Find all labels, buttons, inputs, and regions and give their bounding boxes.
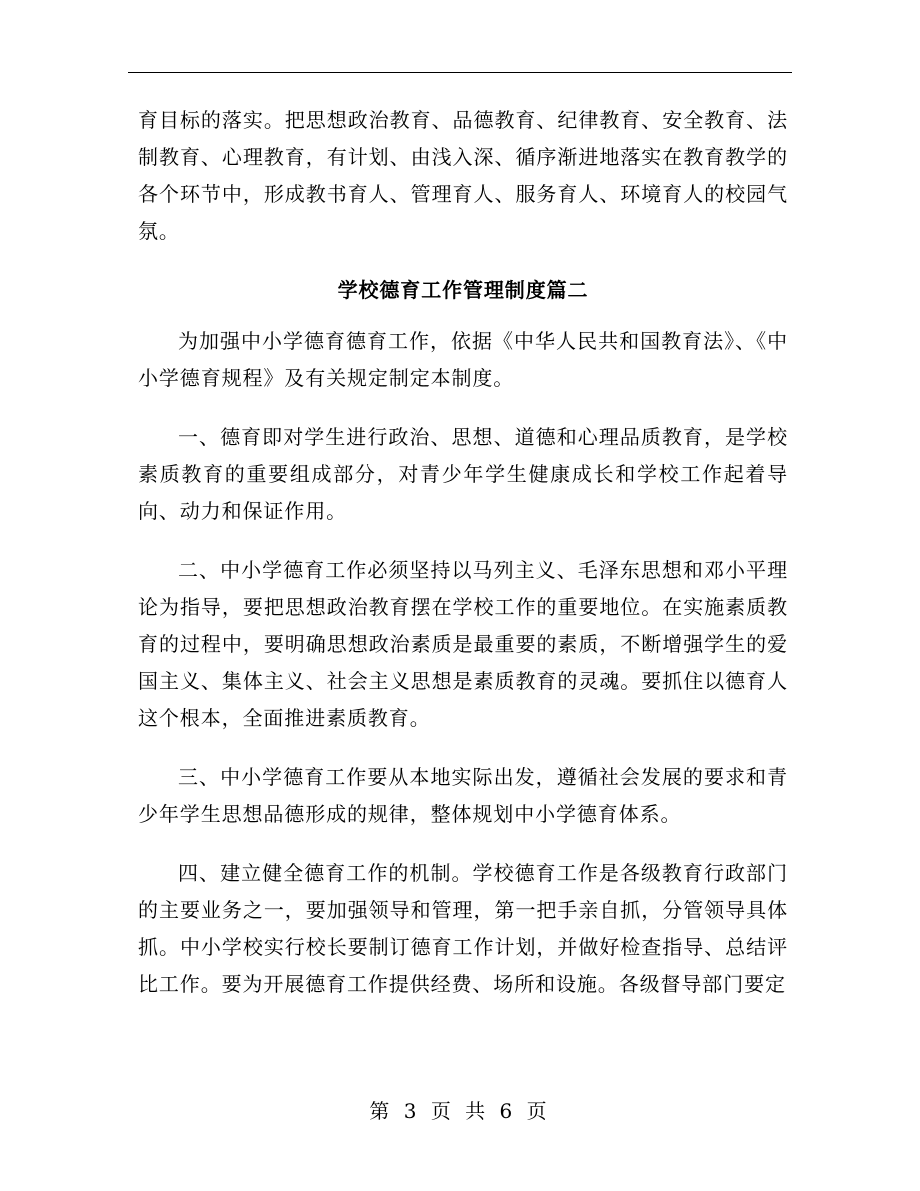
- section-title: 学校德育工作管理制度篇二: [337, 278, 589, 302]
- header-rule: [128, 72, 792, 73]
- page-number-footer: 第 3 页 共 6 页: [369, 1099, 551, 1123]
- article-1-paragraph: 一、德育即对学生进行政治、思想、道德和心理品质教育，是学校素质教育的重要组成部分，对青少年学生健康成长和学校工作起着导向、动力和保证作用。: [138, 425, 788, 523]
- article-4-paragraph: 四、建立健全德育工作的机制。学校德育工作是各级教育行政部门的主要业务之一，要加强领导和管理，第一把手亲自抓，分管领导具体抓。中小学校实行校长要制订德育工作计划，并做好检查指导、总结评比工作。要为开展德育工作提供经费、场所和设施。各级督导部门要定: [138, 861, 788, 996]
- article-3-paragraph: 三、中小学德育工作要从本地实际出发，遵循社会发展的要求和青少年学生思想品德形成的规律，整体规划中小学德育体系。: [138, 765, 788, 826]
- document-body: [138, 102, 788, 1025]
- intro-paragraph: 为加强中小学德育德育工作，依据《中华人民共和国教育法》、《中小学德育规程》及有关规定制定本制度。: [138, 329, 788, 390]
- continued-paragraph: 育目标的落实。把思想政治教育、品德教育、纪律教育、安全教育、法制教育、心理教育，有计划、由浅入深、循序渐进地落实在教育教学的各个环节中，形成教书育人、管理育人、服务育人、环境育人的校园气氛。: [138, 108, 788, 243]
- article-2-paragraph: 二、中小学德育工作必须坚持以马列主义、毛泽东思想和邓小平理论为指导，要把思想政治教育摆在学校工作的重要地位。在实施素质教育的过程中，要明确思想政治素质是最重要的素质，不断增强学生的爱国主义、集体主义、社会主义思想是素质教育的灵魂。要抓住以德育人这个根本，全面推进素质教育。: [138, 558, 788, 730]
